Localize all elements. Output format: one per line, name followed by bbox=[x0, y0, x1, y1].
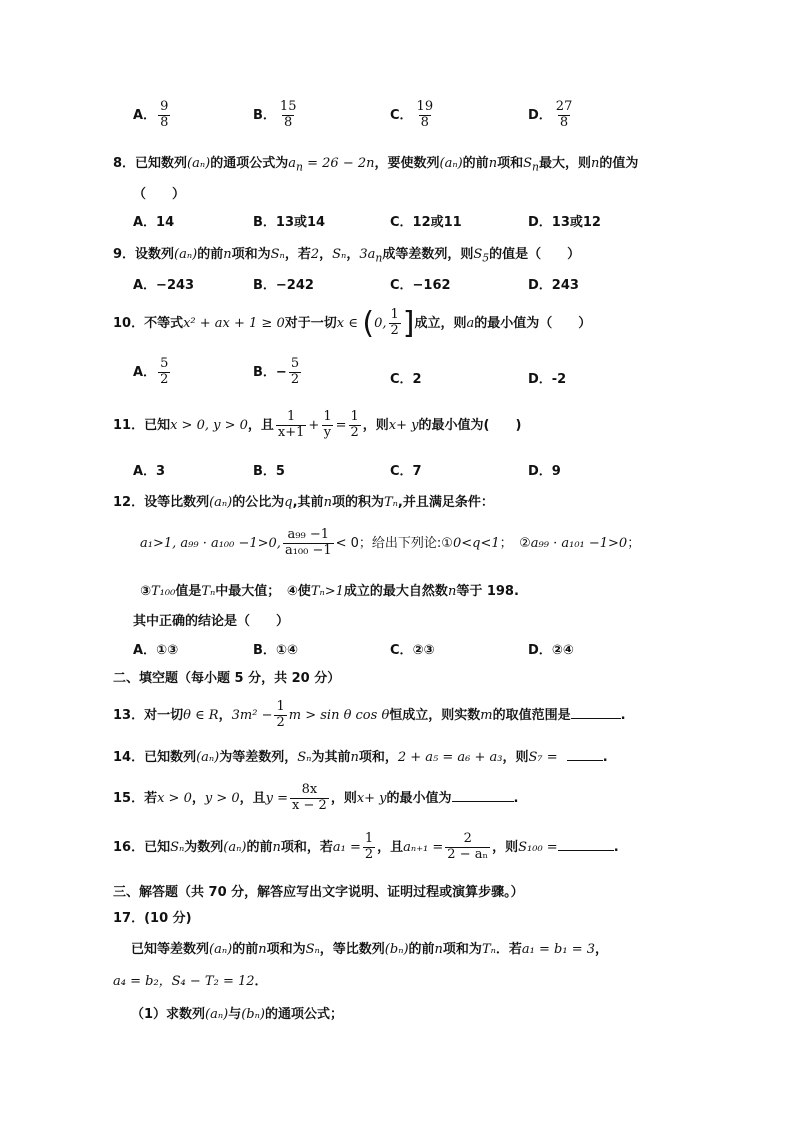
q12-option-c: C．②③ bbox=[390, 643, 435, 658]
q12-option-d: D．②④ bbox=[528, 643, 574, 658]
section-fill-in-heading: 二、填空题（每小题 5 分，共 20 分） bbox=[113, 671, 341, 686]
q11-stem: 11．已知x > 0, y > 0，且 $\frac{1}{x+1}$ + $\frac{1}{y}$ = $\frac{1}{2}$ ，则x+ y的最小值为( ) bbox=[113, 409, 522, 440]
q10-stem: 10．不等式x² + ax + 1 ≥ 0对于一切x ∈ (0, $\frac{1}{2}$ ]成立，则a的最小值为（ ） bbox=[113, 306, 592, 341]
q17-line2: a₄ = b₂，S₄ − T₂ = 12． bbox=[113, 974, 268, 989]
q14-answer-blank[interactable] bbox=[567, 748, 603, 761]
q11-option-a: A．3 bbox=[133, 464, 166, 479]
q12-option-a: A．①③ bbox=[133, 643, 179, 658]
q16-answer-blank[interactable] bbox=[558, 838, 614, 851]
q14-stem: 14．已知数列(aₙ)为等差数列，Sₙ为其前n项和，2 + a₅ = a₆ + a₃，则S₇ = . bbox=[113, 750, 608, 765]
q12-stem: 12．设等比数列(aₙ)的公比为q,其前n项的积为Tₙ,并且满足条件： bbox=[113, 495, 494, 510]
q11-option-c: C．7 bbox=[390, 464, 422, 479]
q9-stem: 9．设数列(aₙ)的前n项和为Sₙ，若2，Sₙ，$3a_n$成等差数列，则$S_5$的值是（ ） bbox=[113, 247, 581, 265]
q13-stem: 13．对一切θ ∈ R，3m² − $\frac{1}{2}$ m > sin θ cos θ恒成立，则实数m的取值范围是 . bbox=[113, 699, 626, 730]
q12-option-b: B．①④ bbox=[253, 643, 298, 658]
q11-option-d: D．9 bbox=[528, 464, 561, 479]
q7-option-d: D． $\frac{27}{8}$ bbox=[528, 99, 573, 130]
q12-statements: ③T₁₀₀值是Tₙ中最大值； ④使Tₙ>1成立的最大自然数n等于 198. bbox=[140, 584, 519, 599]
q8-stem: 8．已知数列(aₙ)的通项公式为$a_n = 26 - 2n$，要使数列(aₙ)的前n项和$S_n$最大，则n的值为 bbox=[113, 156, 639, 174]
q9-option-c: C．−162 bbox=[390, 278, 451, 293]
q8-option-c: C．12或11 bbox=[390, 215, 462, 230]
q12-conditions: a₁>1, a₉₉ · a₁₀₀ −1>0, $\frac{\text{a₉₉ −1}}{\text{a₁₀₀ −1}}$ < 0；给出下列论:①0<q<1； ②a₉₉ · a₁₀₁ −1>0； bbox=[140, 527, 641, 558]
q9-option-d: D．243 bbox=[528, 278, 579, 293]
q10-option-d: D．-2 bbox=[528, 372, 567, 387]
q8-option-b: B．13或14 bbox=[253, 215, 326, 230]
q11-option-b: B．5 bbox=[253, 464, 285, 479]
q8-option-d: D．13或12 bbox=[528, 215, 601, 230]
q7-option-b: B． $\frac{15}{8}$ bbox=[253, 99, 297, 130]
q17-heading: 17．(10 分) bbox=[113, 911, 192, 926]
q7-option-c: C． $\frac{19}{8}$ bbox=[390, 99, 434, 130]
q10-option-c: C．2 bbox=[390, 372, 422, 387]
section-solutions-heading: 三、解答题（共 70 分，解答应写出文字说明、证明过程或演算步骤。） bbox=[113, 885, 524, 900]
q9-option-a: A．−243 bbox=[133, 278, 195, 293]
q9-option-b: B．−242 bbox=[253, 278, 314, 293]
q15-stem: 15．若x > 0，y > 0，且y = $\frac{8x}{x - 2}$ ，则x+ y的最小值为 . bbox=[113, 782, 519, 813]
q17-part1: （1）求数列(aₙ)与(bₙ)的通项公式； bbox=[131, 1007, 343, 1022]
q8-option-a: A．14 bbox=[133, 215, 175, 230]
q16-stem: 16．已知Sₙ为数列(aₙ)的前n项和，若a₁ = $\frac{1}{2}$ ，且aₙ₊₁ = $\frac{2}{\text{2 − aₙ}}$ ，则S₁₀₀ = . bbox=[113, 831, 619, 862]
q10-option-a: A． $\frac{5}{2}$ bbox=[133, 356, 169, 387]
q17-line1: 已知等差数列(aₙ)的前n项和为Sₙ，等比数列(bₙ)的前n项和为Tₙ．若a₁ = b₁ = 3， bbox=[131, 942, 609, 957]
q13-answer-blank[interactable] bbox=[571, 706, 621, 719]
q7-option-a: A． $\frac{9}{8}$ bbox=[133, 99, 169, 130]
q12-prompt: 其中正确的结论是（ ） bbox=[133, 614, 290, 629]
q10-option-b: B．− $\frac{5}{2}$ bbox=[253, 356, 300, 387]
q15-answer-blank[interactable] bbox=[452, 789, 514, 802]
q8-answer-paren: （ ） bbox=[133, 187, 186, 202]
